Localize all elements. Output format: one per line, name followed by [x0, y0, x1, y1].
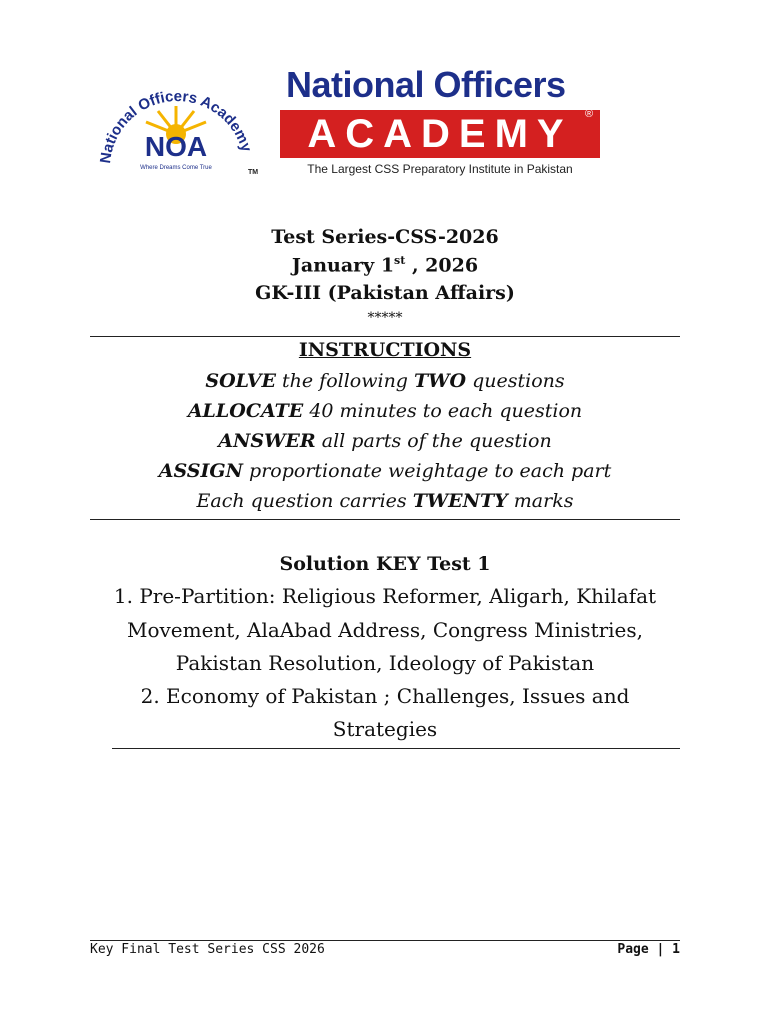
- footer-title: Key Final Test Series CSS 2026: [90, 942, 325, 957]
- footer-divider: [90, 940, 680, 941]
- noa-emblem-logo: [96, 68, 266, 180]
- instruction-line: ALLOCATE 40 minutes to each question: [187, 400, 583, 422]
- test-date: January 1st , 2026: [291, 254, 479, 277]
- registered-mark: ®: [585, 108, 594, 120]
- instruction-line: ANSWER all parts of the question: [218, 430, 552, 452]
- emblem-arc-text: National Officers Academy: [97, 87, 255, 165]
- solution-line: 1. Pre-Partition: Religious Reformer, Aligarh, Khilafat: [113, 584, 657, 608]
- instructions-heading: INSTRUCTIONS: [298, 339, 472, 361]
- emblem-noa-text: NOA: [144, 131, 208, 162]
- solution-line: Movement, AlaAbad Address, Congress Ministries,: [126, 618, 644, 642]
- trademark-text: TM: [248, 169, 259, 176]
- subject-title: GK-III (Pakistan Affairs): [255, 282, 515, 304]
- solution-line: 2. Economy of Pakistan ; Challenges, Issues and: [140, 684, 630, 708]
- brand-title: National Officers: [286, 64, 566, 105]
- divider-bottom: [112, 748, 680, 749]
- solution-line: Strategies: [332, 717, 438, 741]
- emblem-subtext: Where Dreams Come True: [140, 165, 212, 171]
- instruction-line: ASSIGN proportionate weightage to each part: [158, 460, 612, 482]
- divider-top: [90, 336, 680, 337]
- brand-academy-text: ACADEMY: [307, 112, 573, 156]
- solution-line: Pakistan Resolution, Ideology of Pakistan: [175, 651, 595, 675]
- brand-tagline: The Largest CSS Preparatory Institute in Pakistan: [307, 162, 573, 176]
- test-series-title: Test Series-CSS-2026: [271, 226, 499, 248]
- divider-middle: [90, 519, 680, 520]
- instruction-line: SOLVE the following TWO questions: [205, 370, 565, 392]
- stars-separator: *****: [367, 310, 403, 326]
- instruction-line: Each question carries TWENTY marks: [196, 490, 574, 512]
- solution-heading: Solution KEY Test 1: [279, 553, 491, 575]
- page-number: Page | 1: [617, 942, 680, 957]
